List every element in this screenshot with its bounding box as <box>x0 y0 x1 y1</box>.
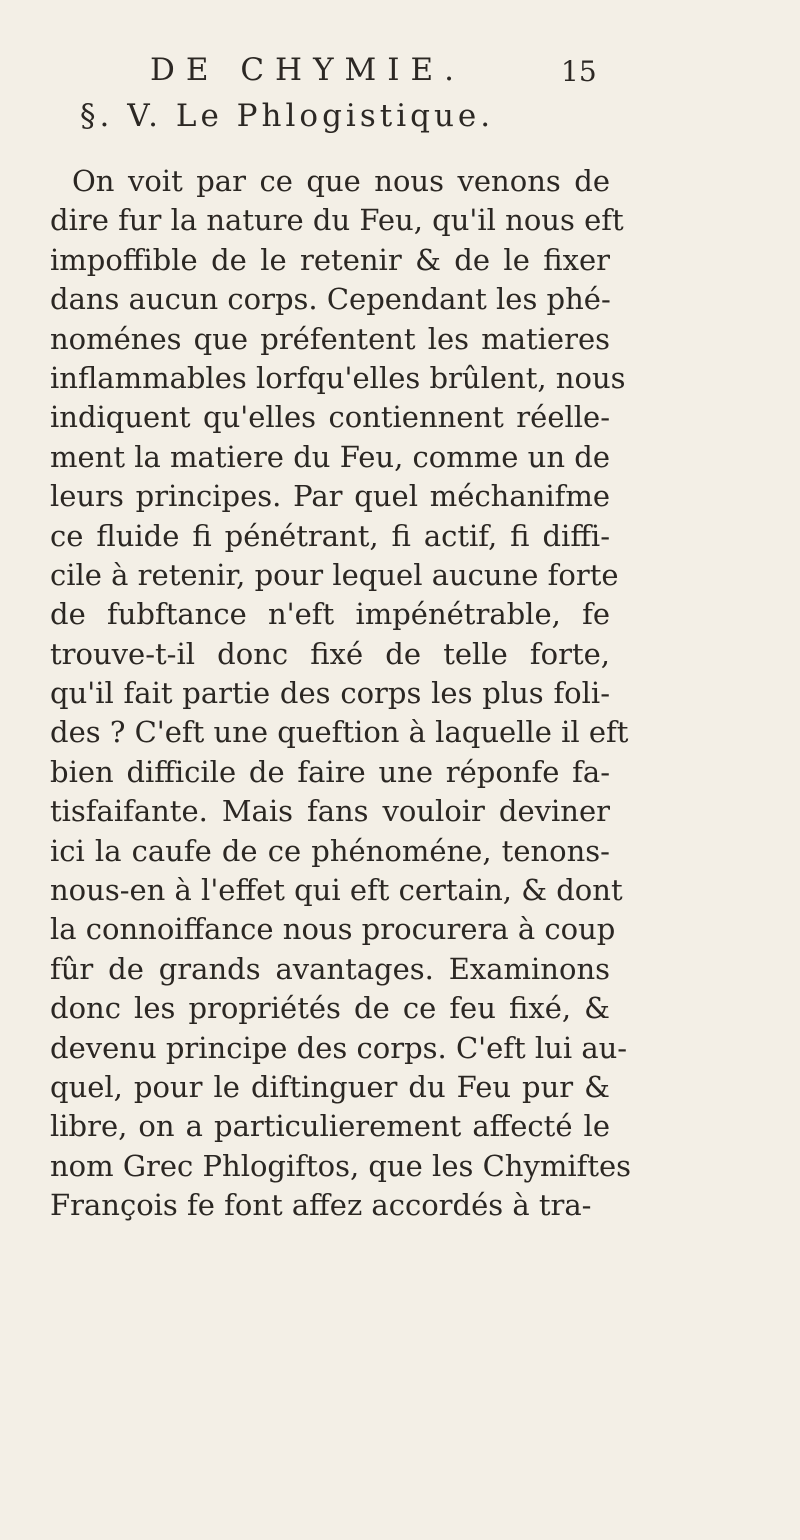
body-text <box>50 162 632 1226</box>
text-line: libre, on a particulierement affecté le <box>50 1109 610 1144</box>
text-line: devenu principe des corps. C'eft lui au- <box>50 1030 628 1065</box>
text-line: de fubftance n'eft impénétrable, fe <box>50 597 610 632</box>
text-line: ici la caufe de ce phénoméne, tenons- <box>50 833 610 868</box>
text-line: fûr de grands avantages. Examinons <box>50 951 610 986</box>
text-line: nom Grec Phlogiftos, que les Chymiftes <box>50 1148 632 1183</box>
text-line: bien difficile de faire une réponfe fa- <box>50 754 610 789</box>
text-line: dans aucun corps. Cependant les phé- <box>50 282 611 317</box>
text-line: On voit par ce que nous venons de <box>72 164 610 198</box>
text-line: cile à retenir, pour lequel aucune forte <box>50 557 619 592</box>
text-line: trouve-t-il donc fixé de telle forte, <box>50 636 610 671</box>
text-line: indiquent qu'elles contiennent réelle- <box>50 400 610 435</box>
text-line: des ? C'eft une queftion à laquelle il eft <box>50 715 629 750</box>
text-line: noménes que préfentent les matieres <box>50 321 610 356</box>
text-line: quel, pour le diftinguer du Feu pur & <box>50 1069 610 1104</box>
text-line: nous-en à l'effet qui eft certain, & dont <box>50 873 623 908</box>
text-line: la connoiffance nous procurera à coup <box>50 912 616 947</box>
text-line: ment la matiere du Feu, comme un de <box>50 439 610 474</box>
text-line: leurs principes. Par quel méchanifme <box>50 479 610 514</box>
text-line: dire fur la nature du Feu, qu'il nous eft <box>50 203 624 238</box>
text-line: François fe font affez accordés à tra- <box>50 1188 592 1223</box>
text-line: inflammables lorfqu'elles brûlent, nous <box>50 360 626 395</box>
text-line: qu'il fait partie des corps les plus foli- <box>50 676 610 711</box>
text-line: donc les propriétés de ce feu fixé, & <box>50 991 610 1026</box>
running-head: DE CHYMIE. <box>150 52 466 88</box>
text-line: tisfaifante. Mais fans vouloir deviner <box>50 794 610 829</box>
page-number: 15 <box>561 55 597 88</box>
section-heading: §. V. Le Phlogistique. <box>80 98 495 134</box>
text-line: impoffible de le retenir & de le fixer <box>50 242 610 277</box>
text-line: ce fluide fi pénétrant, fi actif, fi diffi- <box>50 518 610 553</box>
